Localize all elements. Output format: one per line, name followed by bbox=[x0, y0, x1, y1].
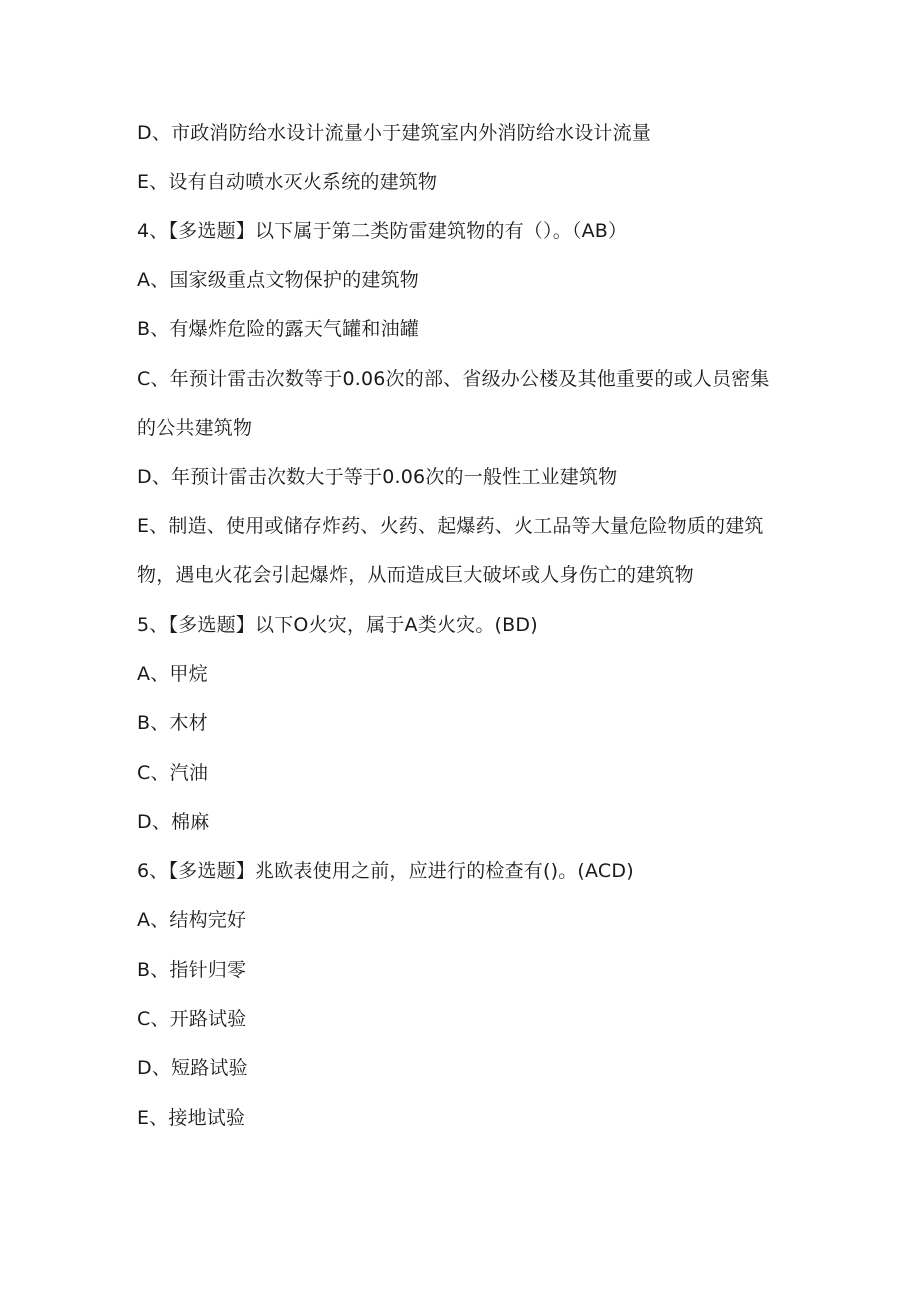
option-5-a: A、甲烷 bbox=[137, 663, 208, 685]
option-4-c-continued: 的公共建筑物 bbox=[137, 417, 253, 439]
option-4-c: C、年预计雷击次数等于0.06次的部、省级办公楼及其他重要的或人员密集 bbox=[137, 368, 770, 390]
question-5: 5、【多选题】以下O火灾，属于A类火灾。(BD) bbox=[137, 614, 538, 636]
option-5-c: C、汽油 bbox=[137, 762, 209, 784]
option-4-d: D、年预计雷击次数大于等于0.06次的一般性工业建筑物 bbox=[137, 466, 618, 488]
option-6-e: E、接地试验 bbox=[137, 1107, 246, 1129]
option-4-e-continued: 物，遇电火花会引起爆炸，从而造成巨大破坏或人身伤亡的建筑物 bbox=[137, 564, 694, 586]
option-6-a: A、结构完好 bbox=[137, 909, 247, 931]
question-4: 4、【多选题】以下属于第二类防雷建筑物的有（）。（AB） bbox=[137, 220, 628, 242]
option-3-e: E、设有自动喷水灭火系统的建筑物 bbox=[137, 171, 438, 193]
question-6: 6、【多选题】兆欧表使用之前，应进行的检查有()。(ACD) bbox=[137, 860, 634, 882]
option-6-c: C、开路试验 bbox=[137, 1008, 247, 1030]
option-5-d: D、棉麻 bbox=[137, 811, 210, 833]
option-4-a: A、国家级重点文物保护的建筑物 bbox=[137, 269, 419, 291]
option-4-b: B、有爆炸危险的露天气罐和油罐 bbox=[137, 318, 420, 340]
option-6-b: B、指针归零 bbox=[137, 959, 247, 981]
option-5-b: B、木材 bbox=[137, 712, 208, 734]
option-6-d: D、短路试验 bbox=[137, 1057, 248, 1079]
option-4-e: E、制造、使用或储存炸药、火药、起爆药、火工品等大量危险物质的建筑 bbox=[137, 515, 764, 537]
option-3-d: D、市政消防给水设计流量小于建筑室内外消防给水设计流量 bbox=[137, 122, 652, 144]
